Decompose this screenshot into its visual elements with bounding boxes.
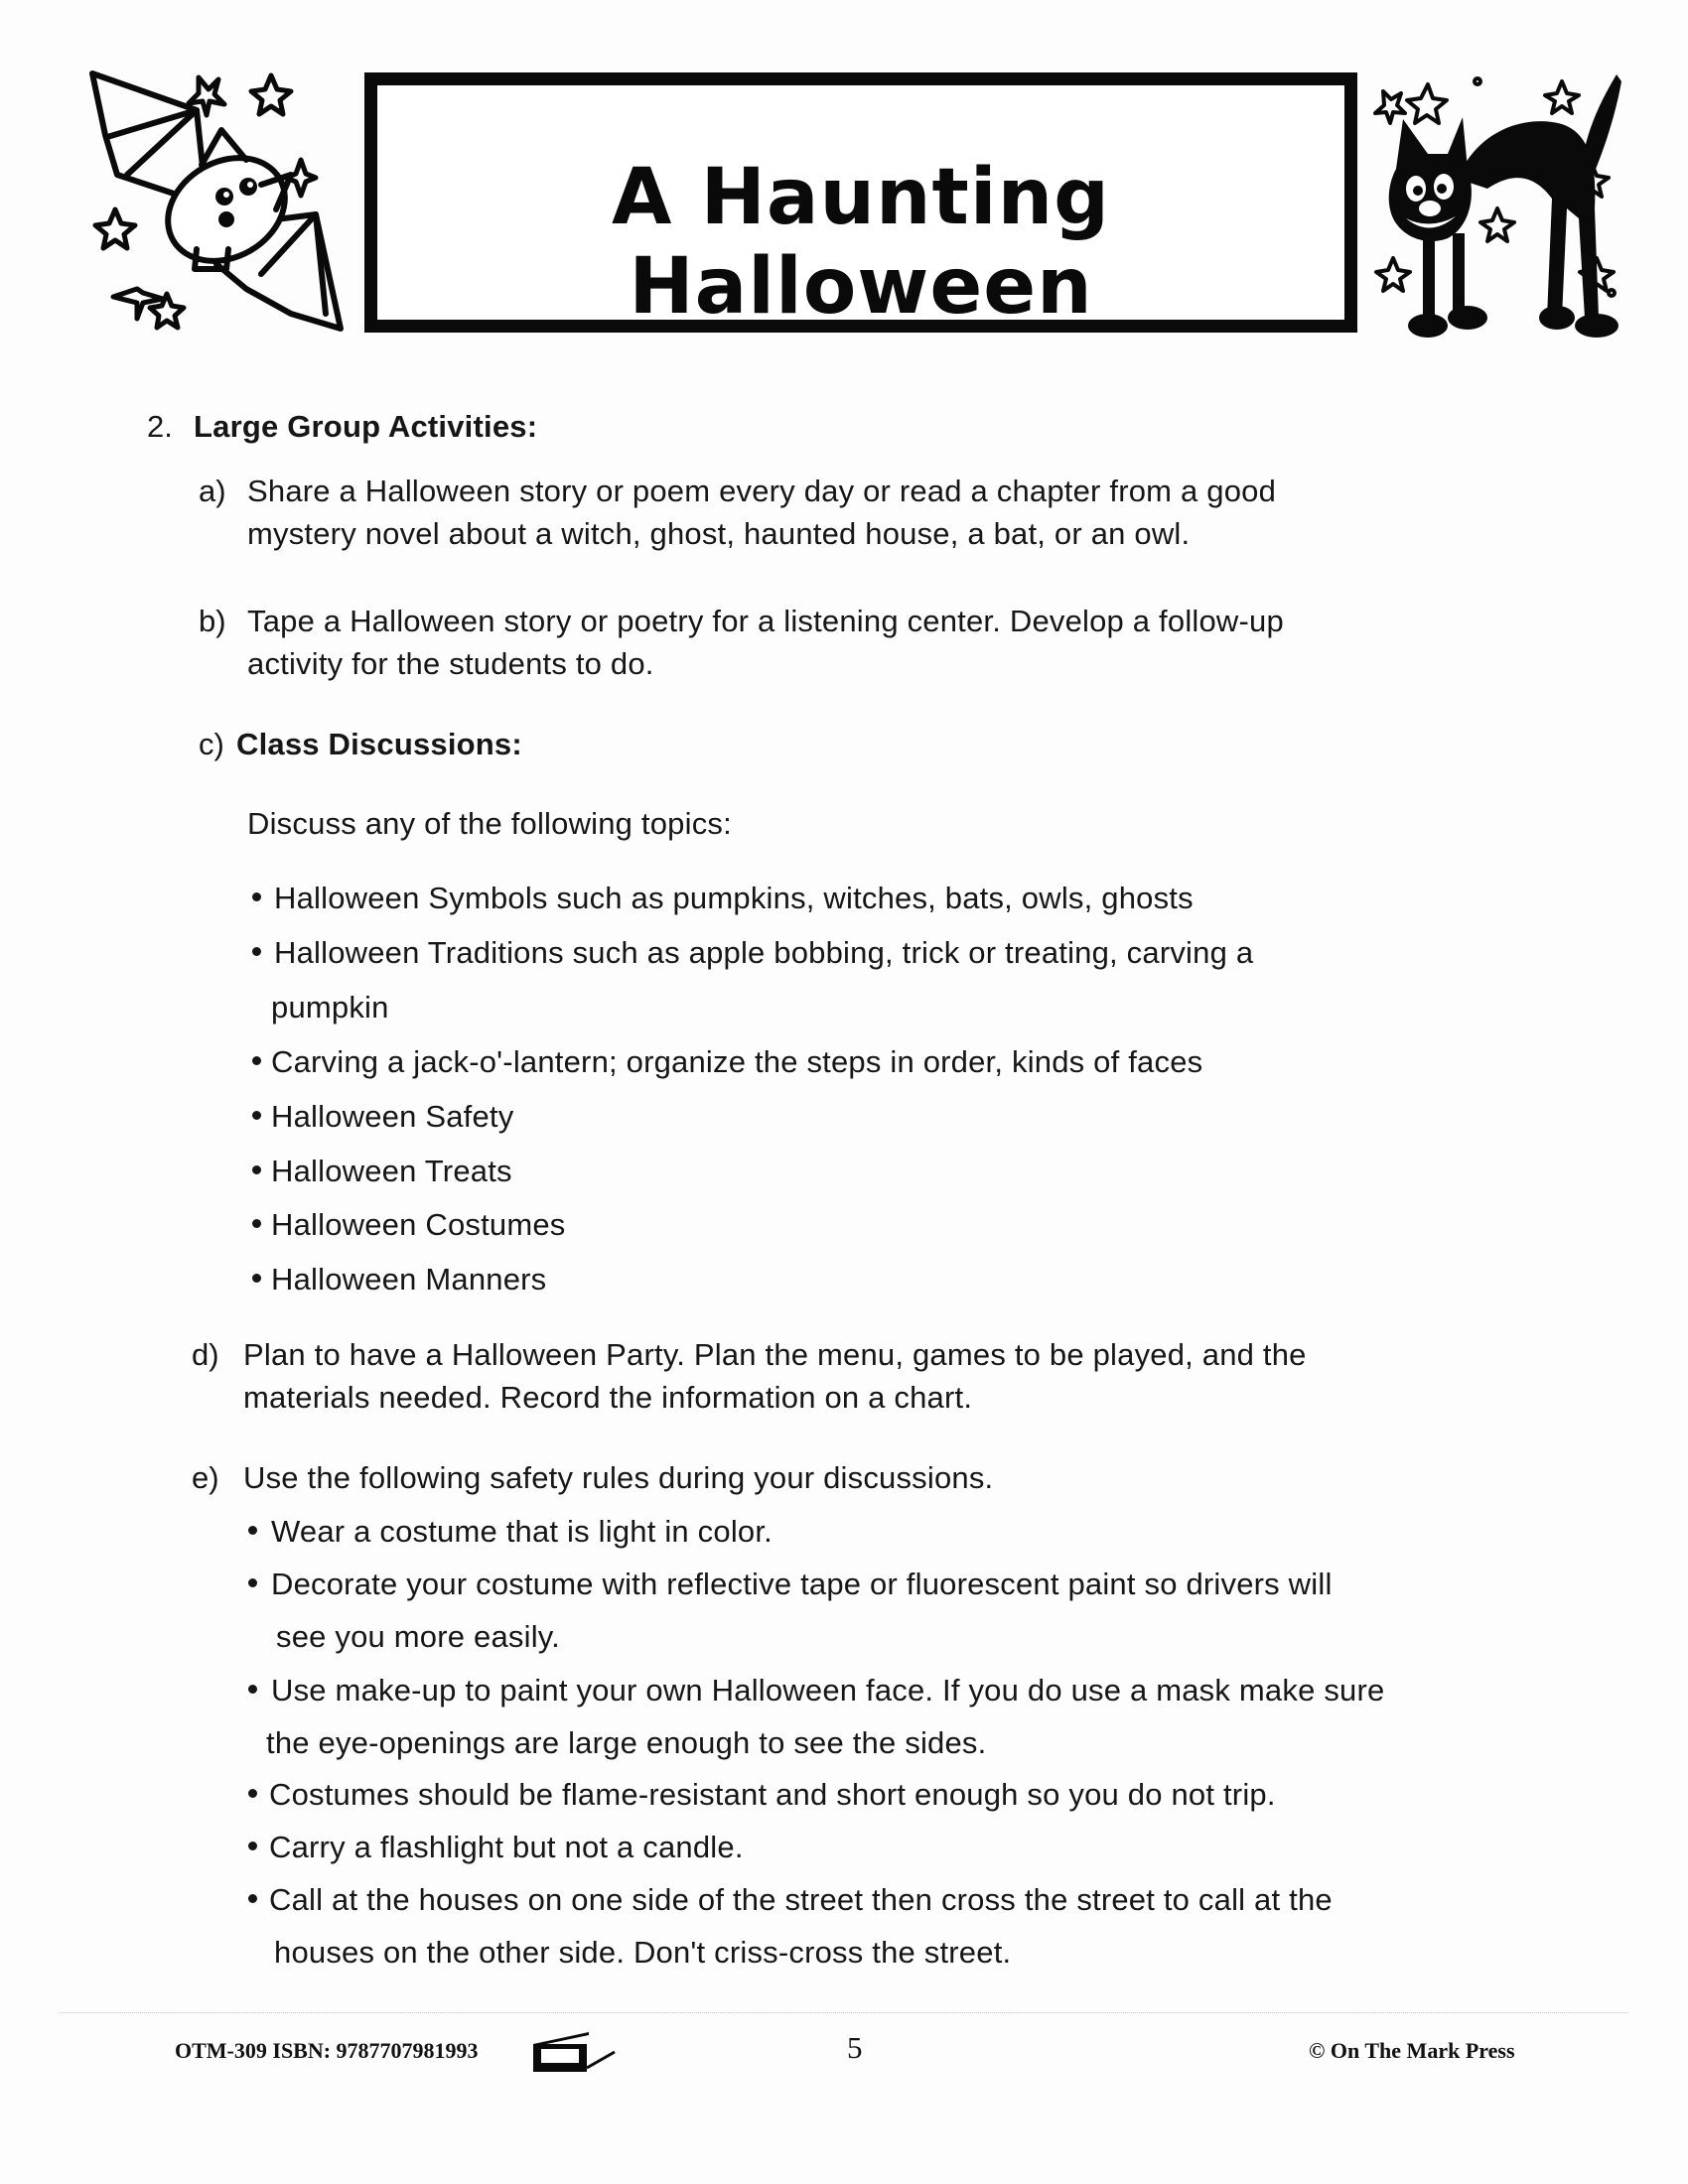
photocopier-icon (531, 2030, 617, 2072)
safety-bullet-3-cont: the eye-openings are large enough to see the sides. (266, 1725, 987, 1760)
bullet-icon (248, 1578, 257, 1587)
item-c-marker: c) (199, 727, 224, 761)
footer-publisher: © On The Mark Press (1309, 2038, 1515, 2063)
topic-bullet-2: Halloween Traditions such as apple bobbing, trick or treating, carving a (274, 935, 1254, 970)
bullet-icon (248, 1842, 257, 1850)
bat-with-stars-icon (87, 66, 355, 339)
item-c-heading: Class Discussions: (236, 727, 522, 761)
safety-bullet-2: Decorate your costume with reflective tape or fluorescent paint so drivers will (271, 1567, 1333, 1601)
safety-bullet-1: Wear a costume that is light in color. (271, 1514, 773, 1549)
topic-bullet-1: Halloween Symbols such as pumpkins, witches, bats, owls, ghosts (274, 881, 1194, 915)
item-b-line-1: Tape a Halloween story or poetry for a listening center. Develop a follow-up (247, 604, 1284, 638)
topic-bullet-3: Carving a jack-o'-lantern; organize the steps in order, kinds of faces (271, 1044, 1203, 1079)
bullet-icon (252, 947, 261, 956)
item-c-intro: Discuss any of the following topics: (247, 806, 732, 841)
item-b-marker: b) (199, 604, 226, 638)
item-a-marker: a) (199, 474, 226, 508)
title-banner (364, 72, 1357, 333)
topic-bullet-4: Halloween Safety (271, 1099, 514, 1134)
bullet-icon (252, 1219, 261, 1228)
item-a-line-2: mystery novel about a witch, ghost, haunted house, a bat, or an owl. (247, 516, 1191, 551)
item-e-marker: e) (192, 1460, 219, 1495)
bullet-icon (252, 1165, 261, 1174)
section-number: 2. (147, 409, 173, 444)
bullet-icon (252, 1056, 261, 1065)
topic-bullet-2-cont: pumpkin (271, 990, 389, 1024)
bullet-icon (248, 1526, 257, 1535)
footer-code-isbn: OTM-309 ISBN: 9787707981993 (175, 2038, 479, 2063)
safety-bullet-2-cont: see you more easily. (276, 1619, 560, 1654)
item-b-line-2: activity for the students to do. (247, 646, 654, 681)
safety-bullet-4: Costumes should be flame-resistant and short enough so you do not trip. (269, 1777, 1276, 1812)
bullet-icon (252, 1111, 261, 1120)
bullet-icon (252, 1274, 261, 1283)
bullet-icon (248, 1789, 257, 1798)
footer-divider (60, 2012, 1628, 2013)
item-d-line-2: materials needed. Record the information on a chart. (243, 1380, 973, 1415)
item-e-intro: Use the following safety rules during your discussions. (243, 1460, 994, 1495)
item-d-line-1: Plan to have a Halloween Party. Plan the menu, games to be played, and the (243, 1337, 1307, 1372)
topic-bullet-5: Halloween Treats (271, 1154, 512, 1188)
black-cat-with-stars-icon (1368, 69, 1626, 342)
safety-bullet-6: Call at the houses on one side of the street then cross the street to call at the (269, 1882, 1333, 1917)
item-d-marker: d) (192, 1337, 219, 1372)
page-number: 5 (847, 2030, 863, 2065)
bullet-icon (248, 1894, 257, 1903)
safety-bullet-5: Carry a flashlight but not a candle. (269, 1830, 744, 1864)
page-title: A Haunting Halloween (612, 153, 1110, 332)
safety-bullet-3: Use make-up to paint your own Halloween face. If you do use a mask make sure (271, 1673, 1385, 1707)
topic-bullet-6: Halloween Costumes (271, 1207, 566, 1242)
section-heading: Large Group Activities: (194, 409, 538, 444)
bullet-icon (248, 1685, 257, 1694)
topic-bullet-7: Halloween Manners (271, 1262, 547, 1297)
safety-bullet-6-cont: houses on the other side. Don't criss-cross the street. (274, 1935, 1012, 1970)
bullet-icon (252, 892, 261, 901)
item-a-line-1: Share a Halloween story or poem every day or read a chapter from a good (247, 474, 1277, 508)
